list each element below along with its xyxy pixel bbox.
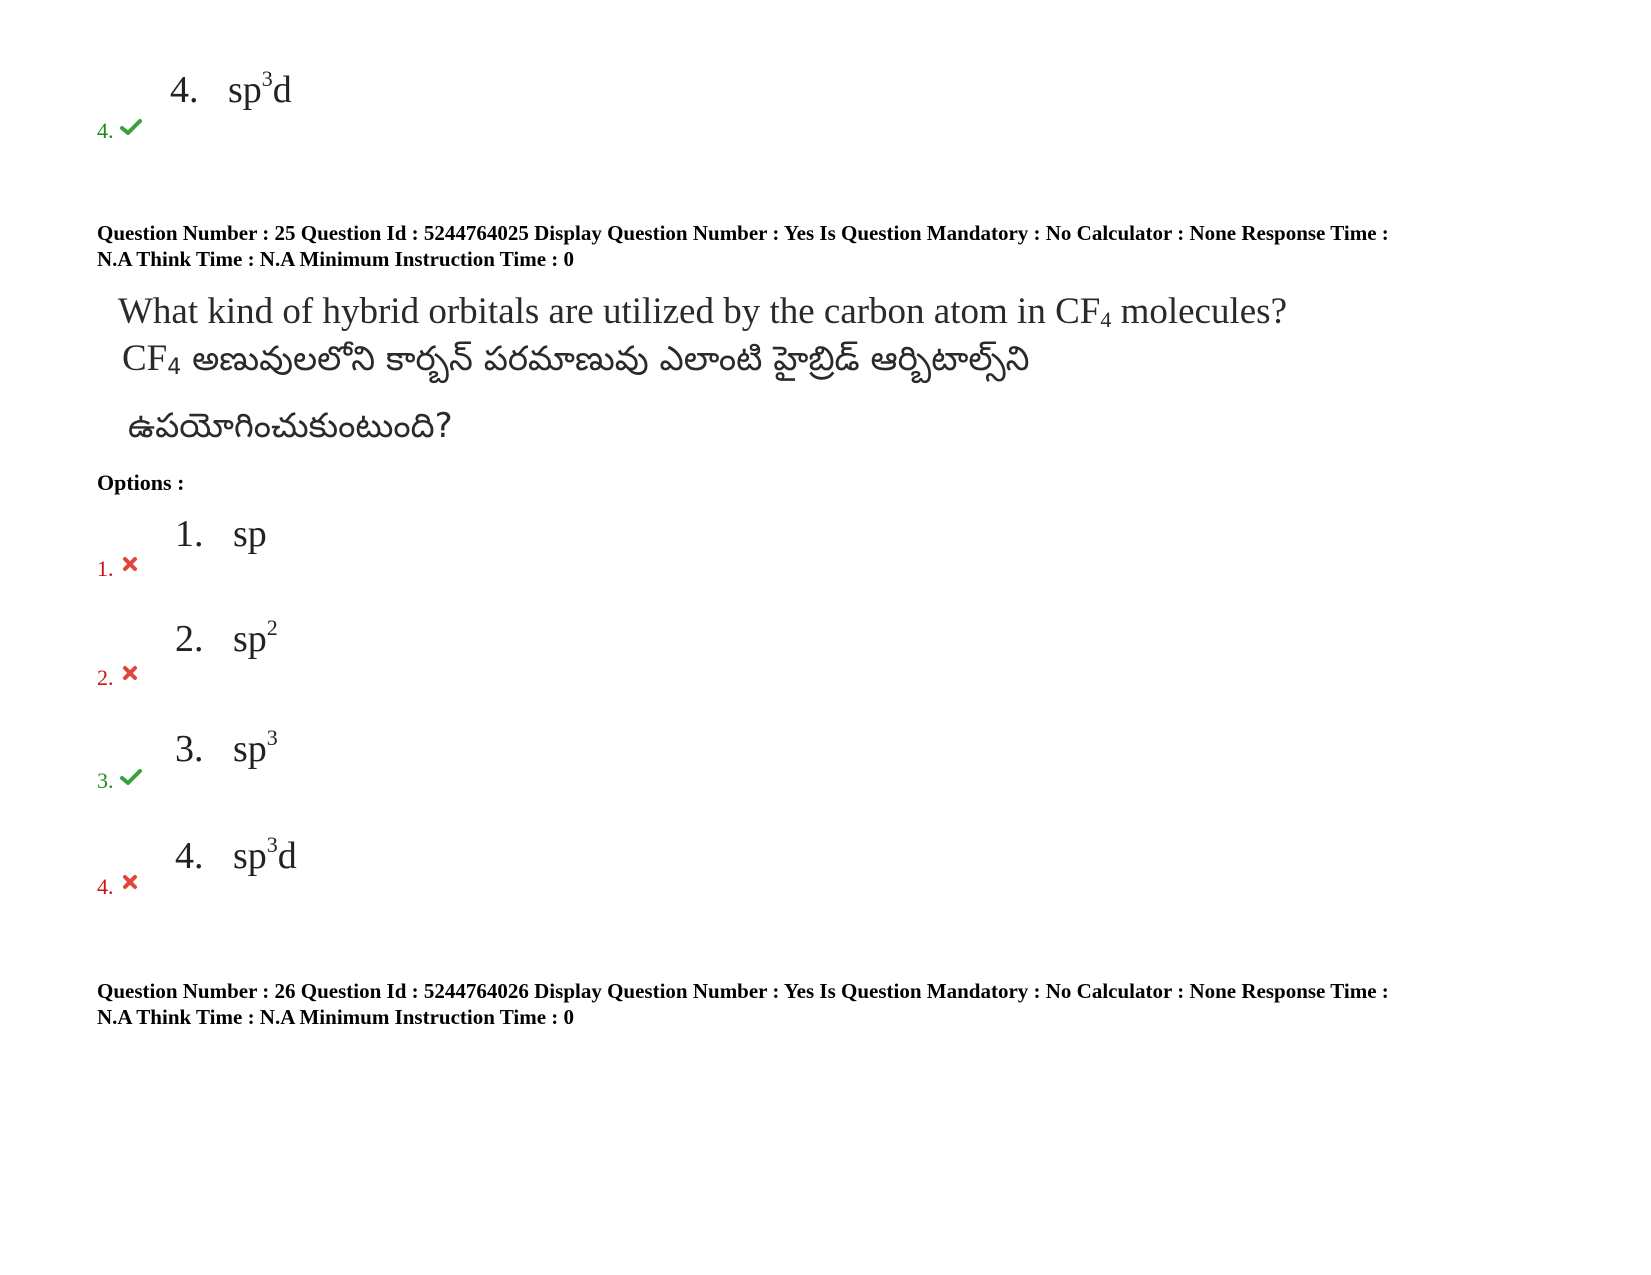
option-1-marker: 1.: [97, 556, 142, 582]
option-1-text: 1. sp: [175, 513, 267, 555]
cross-icon: [120, 556, 142, 574]
check-icon: [120, 118, 142, 136]
option-4-text: 4. $sp^3d$: [175, 832, 297, 877]
cross-icon: [120, 874, 142, 892]
question-25-text-telugu-line2: ఉపయోగించుకుంటుంది?: [128, 406, 453, 446]
option-2-text: 2. $sp^2$: [175, 615, 278, 660]
question-25-text-telugu: $CF_4$ అణువులలోని కార్బన్ పరమాణువు ఎలాంటి హైబ్రిడ్ ఆర్బిటాల్స్‌ని: [122, 338, 1030, 380]
option-4-marker: 4.: [97, 874, 142, 900]
prev-option-4-text: 4. $sp^3d$: [170, 66, 292, 111]
options-label: Options :: [97, 470, 185, 495]
question-26-meta: Question Number : 26 Question Id : 5244764026 Display Question Number : Yes Is Question Mandatory : No Calculator : None Response Time : N.A Think Time : N.A Minimum Instruction Time : 0: [97, 979, 1389, 1029]
option-3-marker: 3.: [97, 768, 142, 794]
question-25-meta: Question Number : 25 Question Id : 5244764025 Display Question Number : Yes Is Question Mandatory : No Calculator : None Response Time : N.A Think Time : N.A Minimum Instruction Time : 0: [97, 221, 1389, 271]
prev-option-4-marker: 4.: [97, 118, 142, 144]
question-25-text-english: What kind of hybrid orbitals are utilized by the carbon atom in $CF_4$ molecules?: [118, 291, 1288, 332]
option-3-text: 3. $sp^3$: [175, 725, 278, 770]
check-icon: [120, 768, 142, 786]
option-2-marker: 2.: [97, 665, 142, 691]
cross-icon: [120, 665, 142, 683]
